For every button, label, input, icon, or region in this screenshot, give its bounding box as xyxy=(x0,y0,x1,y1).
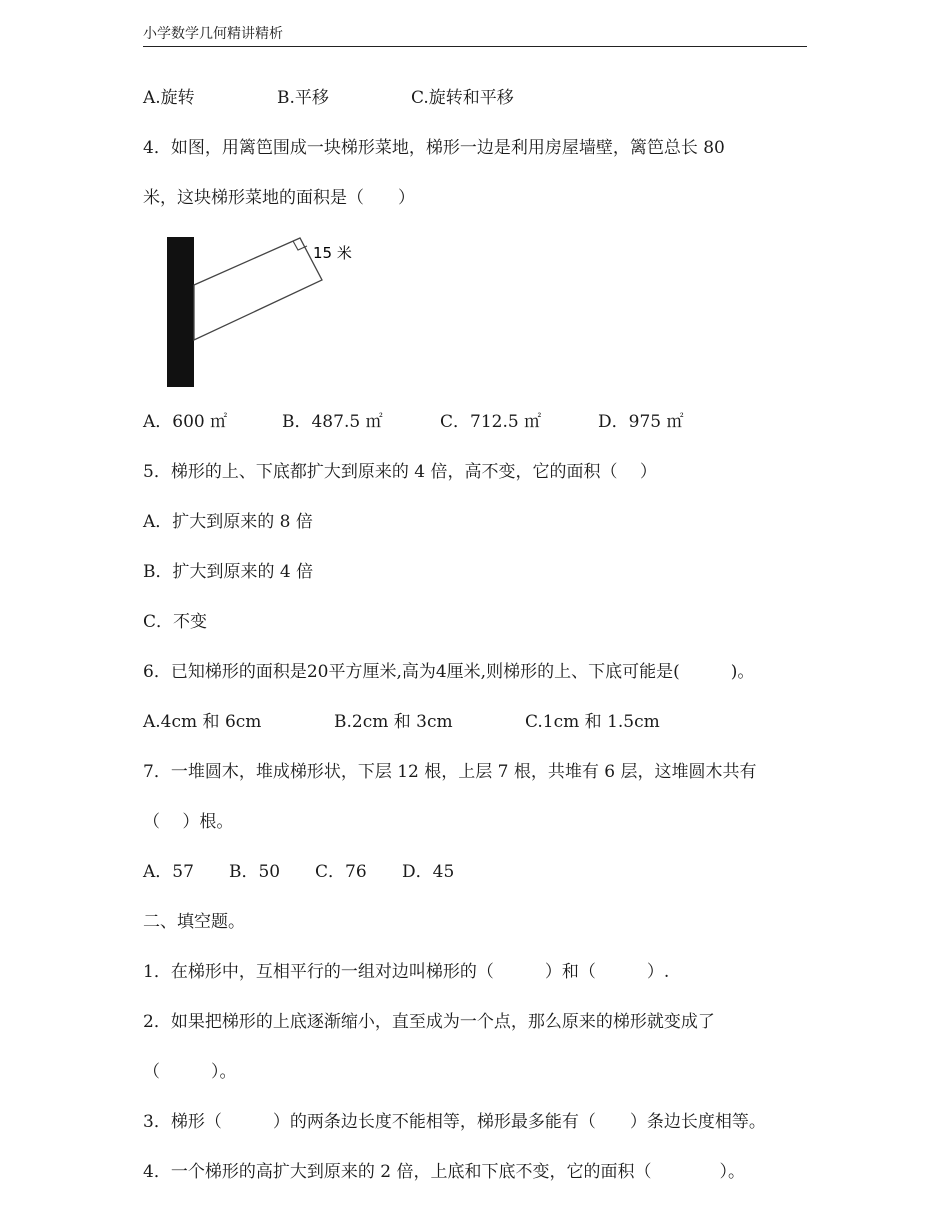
section2-title: 二、填空题。 xyxy=(143,912,245,932)
page-header xyxy=(143,22,807,47)
q5-option-a: A．扩大到原来的 8 倍 xyxy=(143,512,313,532)
q4-text-line2: 米，这块梯形菜地的面积是（ ） xyxy=(143,188,415,208)
height-label: 15 米 xyxy=(313,244,352,262)
q3-option-b: B.平移 xyxy=(277,88,329,108)
q6-option-a: A.4cm 和 6cm xyxy=(143,712,262,732)
trapezoid-diagram xyxy=(160,230,380,390)
q3-option-a: A.旋转 xyxy=(143,88,195,108)
header-title: 小学数学几何精讲精析 xyxy=(143,26,283,42)
q6-text: 6．已知梯形的面积是20平方厘米,高为4厘米,则梯形的上、下底可能是( )。 xyxy=(143,662,755,682)
section2-q4: 4．一个梯形的高扩大到原来的 2 倍，上底和下底不变，它的面积（ ）。 xyxy=(143,1162,745,1182)
q4-option-d: D．975 ㎡ xyxy=(598,412,684,432)
q5-option-c: C．不变 xyxy=(143,612,208,632)
q7-option-a: A．57 xyxy=(143,862,194,882)
q7-option-b: B．50 xyxy=(229,862,281,882)
q4-option-b: B．487.5 ㎡ xyxy=(282,412,383,432)
q3-option-c: C.旋转和平移 xyxy=(411,88,514,108)
section2-q3: 3．梯形（ ）的两条边长度不能相等，梯形最多能有（ ）条边长度相等。 xyxy=(143,1112,766,1132)
trapezoid-figure xyxy=(160,230,380,394)
section2-q2-line1: 2．如果把梯形的上底逐渐缩小，直至成为一个点，那么原来的梯形就变成了 xyxy=(143,1012,715,1032)
q4-option-a: A．600 ㎡ xyxy=(143,412,228,432)
q5-option-b: B．扩大到原来的 4 倍 xyxy=(143,562,314,582)
q6-option-b: B.2cm 和 3cm xyxy=(334,712,453,732)
q7-text-line1: 7．一堆圆木，堆成梯形状，下层 12 根，上层 7 根，共堆有 6 层，这堆圆木共有 xyxy=(143,762,757,782)
q4-option-c: C．712.5 ㎡ xyxy=(440,412,542,432)
section2-q2-line2: （ ）。 xyxy=(143,1062,237,1082)
q5-text: 5．梯形的上、下底都扩大到原来的 4 倍，高不变，它的面积（ ） xyxy=(143,462,657,482)
q7-option-c: C．76 xyxy=(315,862,367,882)
house-wall xyxy=(167,237,194,387)
section2-q1: 1．在梯形中，互相平行的一组对边叫梯形的（ ）和（ ）. xyxy=(143,962,670,982)
q6-option-c: C.1cm 和 1.5cm xyxy=(525,712,660,732)
q7-option-d: D．45 xyxy=(402,862,455,882)
q4-text-line1: 4．如图，用篱笆围成一块梯形菜地，梯形一边是利用房屋墙壁，篱笆总长 80 xyxy=(143,138,725,158)
q7-text-line2: （ ）根。 xyxy=(143,812,234,832)
trapezoid-shape xyxy=(194,238,322,340)
